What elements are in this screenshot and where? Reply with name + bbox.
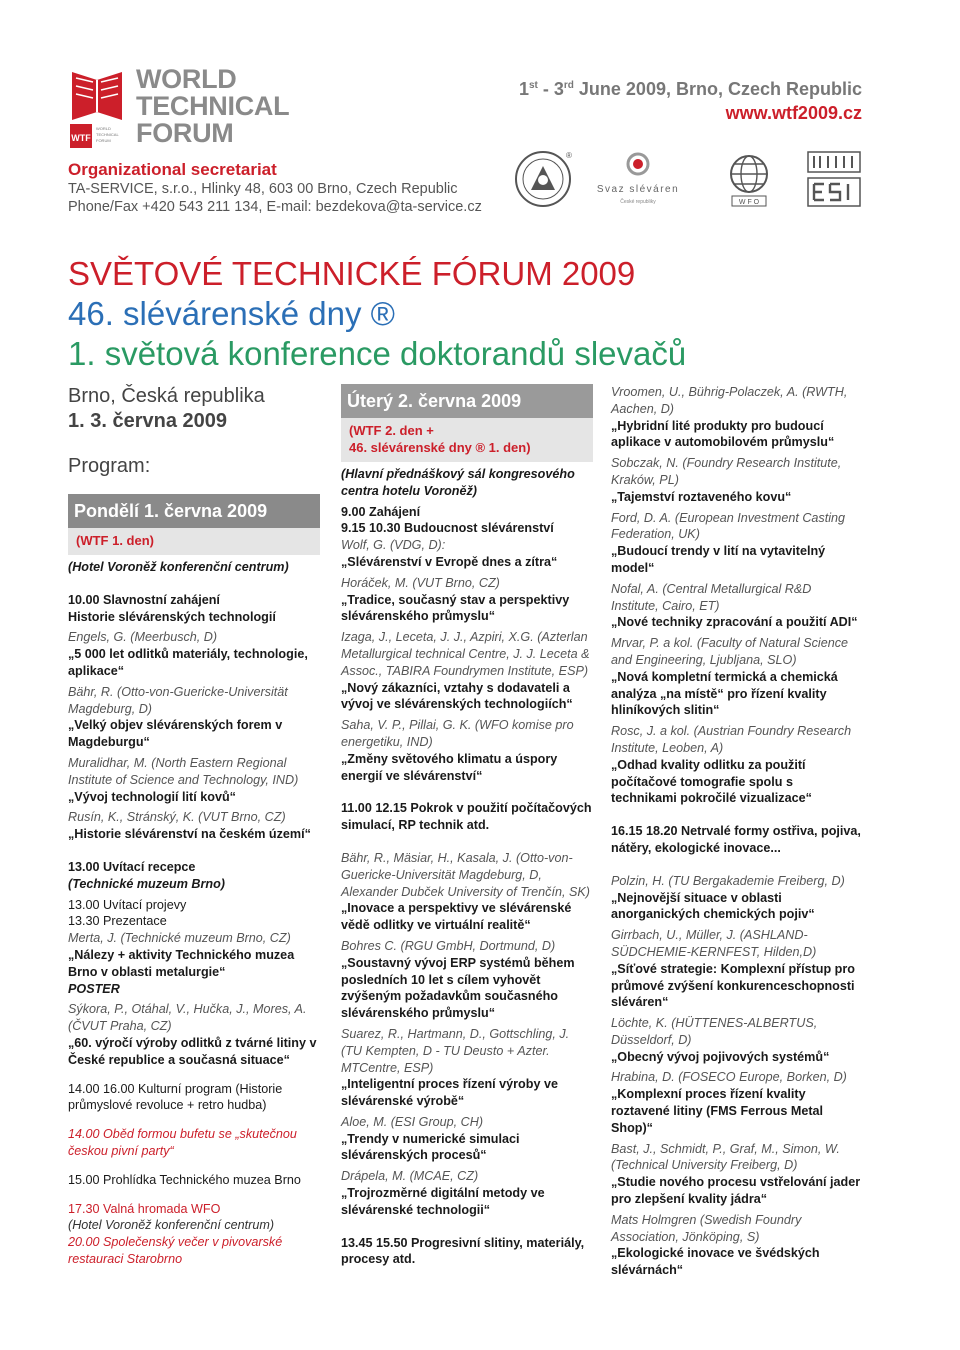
venue: (Hotel Voroněž konferenční centrum): [68, 560, 289, 574]
conference-dates: 1. 3. června 2009: [68, 410, 228, 432]
day-sub-label: 46. slévárenské dny ® 1. den): [349, 440, 531, 455]
talk-authors: Sobczak, N. (Foundry Research Institute, Kraków, PL): [611, 456, 842, 487]
svaz-sub: České republiky: [620, 199, 656, 205]
wfo-text: W F O: [738, 199, 760, 206]
talk-authors: Ford, D. A. (European Investment Casting Federation, UK): [611, 510, 846, 542]
wtf-logo: [68, 66, 293, 154]
poster-label: POSTER: [68, 981, 120, 996]
talk-title: „Nálezy + aktivity Technického muzea Brno v oblasti metalurgie“: [68, 947, 295, 979]
talk-authors: Engels, G. (Meerbusch, D): [68, 630, 218, 645]
talk-authors: Bähr, R. (Otto-von-Guericke-Universität Magdeburg, D): [68, 684, 288, 716]
event-dates: 1st - 3rd June 2009, Brno, Czech Republic: [518, 79, 862, 99]
logo-line: FORUM: [136, 118, 234, 148]
schedule-item-venue: (Hotel Voroněž konferenční centrum): [68, 1218, 275, 1233]
column-tuesday-continued: [611, 384, 862, 1279]
location: Brno, Česká republika: [68, 385, 265, 407]
column-monday: [68, 384, 320, 1268]
session-title: 9.15 10.30 Budoucnost slévárenství: [341, 521, 554, 536]
title-foundry-days: 46. slévárenské dny ®: [68, 295, 395, 332]
talk-title: „Tajemství roztaveného kovu“: [611, 489, 792, 504]
talk-authors: Nofal, A. (Central Metallurgical R&D Institute, Cairo, ET): [611, 581, 812, 613]
talk-title: „Nejnovější situace v oblasti anorganických chemických pojiv“: [611, 890, 815, 922]
talk-authors: Rusín, K., Stránský, K. (VUT Brno, CZ): [68, 810, 286, 825]
talk-authors: Suarez, R., Hartmann, D., Gottschling, J. (TU Kempten, D - TU Deusto + Azter. MTCentre, ESP): [341, 1026, 570, 1075]
talk-authors: Vroomen, U., Bührig-Polaczek, A. (RWTH, Aachen, D): [611, 385, 848, 416]
talk-title: „60. výročí výroby odlitků z tvárné litiny v České republice a současná situace“: [68, 1035, 317, 1067]
esi-logo-icon: [806, 150, 862, 208]
main-titles: [68, 254, 898, 374]
schedule-item: 14.00 16.00 Kulturní program (Historie průmyslové revoluce + retro hudba): [68, 1081, 283, 1113]
wtf-book-icon: [68, 66, 126, 150]
talk-title: „Budoucí trendy v lití na vytavitelný model“: [611, 544, 826, 575]
talk-title: „Trojrozměrné digitální metody ve slévárenské technologii“: [341, 1186, 545, 1217]
talk-authors: Polzin, H. (TU Bergakademie Freiberg, D): [611, 873, 845, 888]
logo-title: [136, 66, 296, 147]
talk-title: „Inovace a perspektivy ve slévárenské vědě odlitky ve virtuální realitě“: [341, 901, 572, 933]
talk-title: „Změny světového klimatu a úspory energií ve slévárenství“: [341, 751, 558, 783]
day-sub-label: (WTF 2. den +: [349, 423, 434, 438]
talk-authors: Wolf, G. (VDG, D):: [341, 538, 446, 553]
talk-authors: Mrvar, P. a kol. (Faculty of Natural Science and Engineering, Ljubljana, SLO): [611, 636, 849, 667]
talk-authors: Bohres C. (RGU GmbH, Dortmund, D): [341, 938, 556, 953]
talk-title: „Komplexní proces řízení kvality roztavené litiny (FMS Ferrous Metal Shop)“: [611, 1087, 824, 1135]
session-title: 11.00 12.15 Pokrok v použití počítačových simulací, RP technik atd.: [341, 801, 592, 833]
logo-badge-text: WTF: [71, 133, 91, 143]
talk-authors: Rosc, J. a kol. (Austrian Foundry Research Institute, Leoben, A): [611, 724, 852, 755]
session-title: 9.00 Zahájení: [341, 504, 421, 519]
day-sub-label: (WTF 1. den): [76, 533, 154, 548]
schedule-item: 13.30 Prezentace: [68, 914, 167, 929]
talk-title: „Tradice, současný stav a perspektivy slévárenského průmyslu“: [341, 592, 570, 624]
talk-title: „Ekologické inovace ve švédských slévárnách“: [611, 1246, 820, 1278]
svaz-text: Svaz sléváren: [596, 184, 680, 195]
venue: (Hlavní přednáškový sál kongresového centra hotelu Voroněž): [341, 467, 575, 498]
talk-title: „Velký objev slévárenských forem v Magdeburgu“: [68, 718, 283, 750]
talk-title: „Historie slévárenství na českém území“: [68, 827, 311, 842]
talk-authors: Merta, J. (Technické muzeum Brno, CZ): [68, 931, 291, 946]
logo-small-2: TECHNICAL: [96, 132, 119, 137]
talk-authors: Aloe, M. (ESI Group, CH): [341, 1114, 484, 1129]
schedule-item-wfo: 17.30 Valná hromada WFO: [68, 1201, 221, 1216]
talk-title: „Nové techniky zpracování a použití ADI“: [611, 615, 858, 630]
logo-small-3: FORUM: [96, 138, 111, 143]
org-heading: Organizational secretariat: [68, 160, 277, 179]
talk-title: „Síťové strategie: Komplexní přístup pro průmové zvýšení konkurenceschopnosti sléváren“: [611, 961, 855, 1010]
talk-authors: Girrbach, U., Müller, J. (ASHLAND-SÜDCHEMIE-KERNFEST, Hilden,D): [611, 928, 817, 959]
event-url[interactable]: www.wtf2009.cz: [725, 103, 862, 123]
talk-authors: Hrabina, D. (FOSECO Europe, Borken, D): [611, 1070, 847, 1085]
talk-title: „Vývoj technologií lití kovů“: [68, 789, 236, 804]
talk-title: „Nová kompletní termická a chemická analýza „na místě“ pro řízení kvality hliníkových slitin“: [611, 669, 838, 718]
schedule-item: 15.00 Prohlídka Technického muzea Brno: [68, 1172, 301, 1187]
logo-line: TECHNICAL: [136, 91, 290, 121]
session-subtitle: Historie slévárenských technologií: [68, 609, 276, 624]
org-contact: Phone/Fax +420 543 211 134, E-mail: bezdekova@ta-service.cz: [68, 199, 482, 215]
talk-title: „Obecný vývoj pojivových systémů“: [611, 1049, 830, 1064]
day-subheader: [68, 528, 320, 555]
session-place: (Technické muzeum Brno): [68, 876, 225, 891]
talk-title: „Inteligentní proces řízení výroby ve slévárenské výrobě“: [341, 1077, 558, 1109]
talk-authors: Izaga, J., Leceta, J. J., Azpiri, X.G. (Azterlan Metallurgical technical Centre, J. J. Leceta & Assoc., TABIRA Foundrymen Institute, ESP): [341, 630, 590, 678]
university-seal-icon: [514, 150, 572, 208]
wfo-globe-icon: [720, 150, 778, 208]
registered-mark: ®: [566, 151, 572, 160]
day-header-monday: Pondělí 1. června 2009: [68, 494, 320, 528]
day-subheader: [341, 418, 593, 462]
talk-authors: Horáček, M. (VUT Brno, CZ): [341, 575, 500, 590]
talk-authors: Saha, V. P., Pillai, G. K. (WFO komise pro energetiku, IND): [341, 718, 574, 749]
talk-authors: Sýkora, P., Otáhal, V., Hučka, J., Mores, A. (ČVUT Praha, CZ): [68, 1002, 307, 1034]
svaz-slevaren-logo: [596, 150, 680, 208]
day-header-tuesday: Úterý 2. června 2009: [341, 384, 593, 418]
title-doctoral-conference: 1. světová konference doktorandů slevačů: [68, 335, 687, 372]
column-tuesday: [341, 384, 593, 1268]
title-forum: SVĚTOVÉ TECHNICKÉ FÓRUM 2009: [68, 255, 636, 292]
talk-title: „Slévárenství v Evropě dnes a zítra“: [341, 554, 558, 569]
talk-authors: Muralidhar, M. (North Eastern Regional Institute of Science and Technology, IND): [68, 755, 299, 787]
talk-title: „Trendy v numerické simulaci slévárenských procesů“: [341, 1131, 520, 1163]
session-title: 16.15 18.20 Netrvalé formy ostřiva, pojiva, nátěry, ekologické inovace...: [611, 824, 861, 855]
logo-line: WORLD: [136, 64, 237, 94]
schedule-item: 13.00 Uvítací projevy: [68, 897, 187, 912]
session-title: 13.45 15.50 Progresivní slitiny, materiály, procesy atd.: [341, 1235, 585, 1267]
talk-title: „Soustavný vývoj ERP systémů během posledních 10 let s cílem vyhovět zvýšeným požadavkům současného slévárenského průmyslu“: [341, 955, 575, 1021]
talk-title: „Nový zákazníci, vztahy s dodavateli a vývoj ve slévárenských technologiích“: [341, 680, 573, 712]
schedule-item-evening: 20.00 Společenský večer v pivovarské restauraci Starobrno: [68, 1235, 283, 1266]
org-address: TA-SERVICE, s.r.o., Hlinky 48, 603 00 Brno, Czech Republic: [68, 181, 458, 197]
talk-authors: Bähr, R., Mäsiar, H., Kasala, J. (Otto-von-Guericke-Universität Magdeburg, D, Alexander Dubček University of Trenčín, SK): [341, 850, 590, 899]
program-heading: Program:: [68, 455, 151, 477]
talk-title: „5 000 let odlitků materiály, technologie, aplikace“: [68, 647, 308, 678]
organizational-secretariat: [68, 160, 528, 216]
talk-title: „Hybridní lité produkty pro budoucí aplikace v automobilovém průmyslu“: [611, 418, 835, 450]
talk-authors: Mats Holmgren (Swedish Foundry Association, Jönköping, S): [611, 1212, 802, 1244]
session-title: 10.00 Slavnostní zahájení: [68, 592, 220, 607]
talk-authors: Drápela, M. (MCAE, CZ): [341, 1169, 479, 1184]
schedule-item-lunch: 14.00 Oběd formou bufetu se „skutečnou českou pivní party“: [68, 1127, 297, 1158]
talk-title: „Studie nového procesu vstřelování jader pro zlepšení kvality jádra“: [611, 1175, 861, 1207]
talk-title: „Odhad kvality odlitku za použití počítačové tomografie spolu s technikami pokročilé vizualizace“: [611, 757, 812, 806]
session-title: 13.00 Uvítací recepce: [68, 859, 196, 874]
logo-small-1: WORLD: [96, 126, 111, 131]
event-info: [502, 74, 862, 125]
talk-authors: Bast, J., Schmidt, P., Graf, M., Simon, W. (Technical University Freiberg, D): [611, 1141, 840, 1173]
talk-authors: Löchte, K. (HÜTTENES-ALBERTUS, Düsseldorf, D): [611, 1016, 818, 1047]
